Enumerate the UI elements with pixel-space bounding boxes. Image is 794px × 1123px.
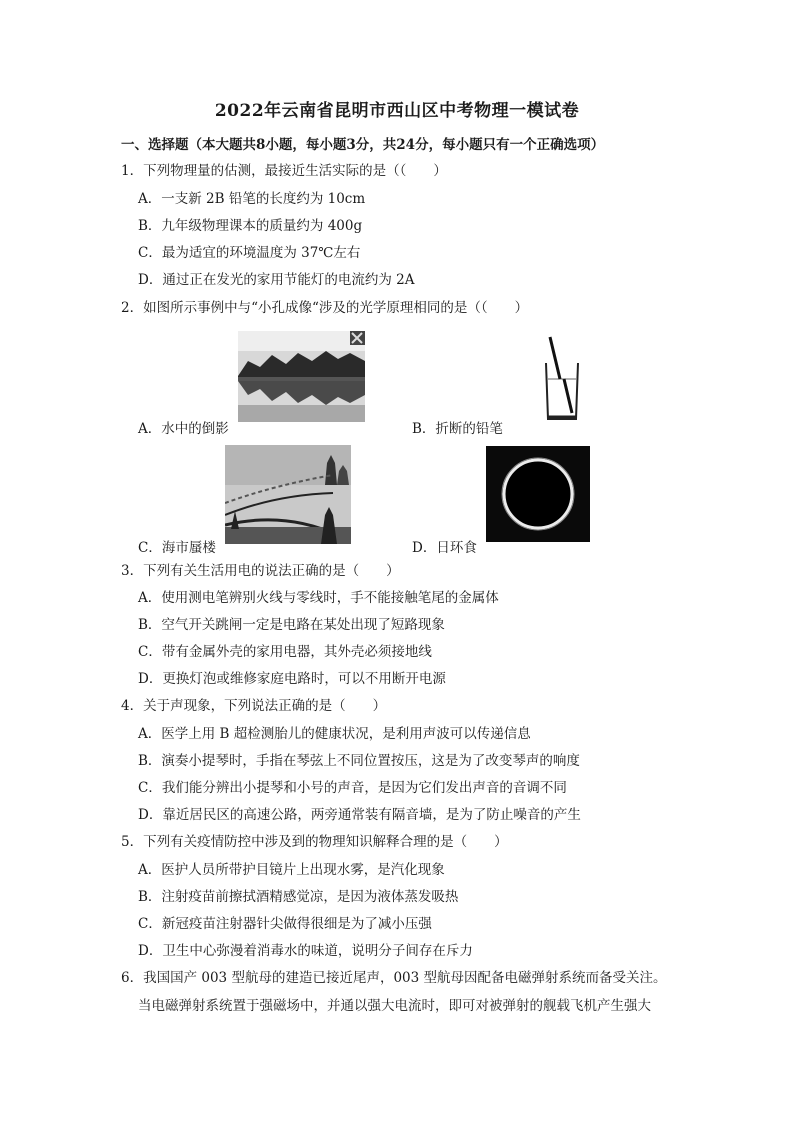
bent-pencil-image xyxy=(538,333,584,423)
exam-title: 2022年云南省昆明市西山区中考物理一模试卷 xyxy=(214,101,580,121)
question-6-continuation: 当电磁弹射系统置于强磁场中，并通以强大电流时，即可对被弹射的舰载飞机产生强大 xyxy=(138,998,651,1014)
question-5-option-a: A．医护人员所带护目镜片上出现水雾，是汽化现象 xyxy=(138,862,445,878)
question-5-stem: 5．下列有关疫情防控中涉及到的物理知识解释合理的是（ ） xyxy=(121,834,508,850)
question-1-option-d: D．通过正在发光的家用节能灯的电流约为 2A xyxy=(138,272,415,288)
question-4-stem: 4．关于声现象，下列说法正确的是（ ） xyxy=(121,698,387,714)
question-1-option-a: A．一支新 2B 铅笔的长度约为 10cm xyxy=(138,191,366,207)
question-3-option-a: A．使用测电笔辨别火线与零线时，手不能接触笔尾的金属体 xyxy=(138,590,499,606)
question-5-option-c: C．新冠疫苗注射器针尖做得很细是为了减小压强 xyxy=(138,916,432,932)
question-4-option-d: D．靠近居民区的高速公路，两旁通常装有隔音墙，是为了防止噪音的产生 xyxy=(138,807,581,823)
question-2-option-a: A．水中的倒影 xyxy=(138,421,229,437)
question-5-option-b: B．注射疫苗前擦拭酒精感觉凉，是因为液体蒸发吸热 xyxy=(138,889,459,905)
question-1-stem: 1．下列物理量的估测，最接近生活实际的是（（ ） xyxy=(121,163,447,179)
question-3-option-d: D．更换灯泡或维修家庭电路时，可以不用断开电源 xyxy=(138,671,446,687)
question-3-stem: 3．下列有关生活用电的说法正确的是（ ） xyxy=(121,563,400,579)
question-3-option-c: C．带有金属外壳的家用电器，其外壳必须接地线 xyxy=(138,644,432,660)
reflection-image xyxy=(238,331,365,422)
question-4-option-b: B．演奏小提琴时，手指在琴弦上不同位置按压，这是为了改变琴声的响度 xyxy=(138,753,580,769)
question-1-option-b: B．九年级物理课本的质量约为 400g xyxy=(138,218,363,234)
question-4-option-a: A．医学上用 B 超检测胎儿的健康状况，是利用声波可以传递信息 xyxy=(138,726,531,742)
question-2-option-b: B．折断的铅笔 xyxy=(412,421,503,437)
question-2-option-c: C．海市蜃楼 xyxy=(138,540,216,556)
section-heading: 一、选择题（本大题共8小题，每小题3分，共24分，每小题只有一个正确选项） xyxy=(121,137,605,153)
question-2-stem: 2．如图所示事例中与“小孔成像“涉及的光学原理相同的是（（ ） xyxy=(121,300,529,316)
question-6-stem: 6．我国国产 003 型航母的建造已接近尾声，003 型航母因配备电磁弹射系统而备受关注。 xyxy=(121,970,667,986)
question-1-option-c: C．最为适宜的环境温度为 37℃左右 xyxy=(138,245,361,261)
question-4-option-c: C．我们能分辨出小提琴和小号的声音，是因为它们发出声音的音调不同 xyxy=(138,780,567,796)
question-3-option-b: B．空气开关跳闸一定是电路在某处出现了短路现象 xyxy=(138,617,445,633)
annular-eclipse-image xyxy=(486,446,590,542)
question-2-option-d: D．日环食 xyxy=(412,540,477,556)
question-5-option-d: D．卫生中心弥漫着消毒水的味道，说明分子间存在斥力 xyxy=(138,943,473,959)
mirage-image xyxy=(225,445,351,544)
